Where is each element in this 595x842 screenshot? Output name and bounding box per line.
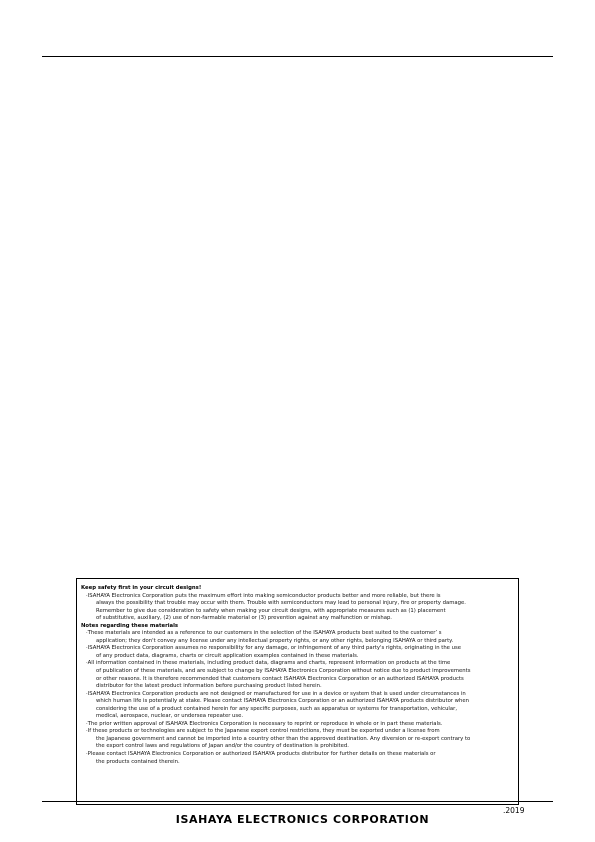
materials-line: ·ISAHAYA Electronics Corporation products are not designed or manufactured for use in a device or system that is used under circumstances in <box>86 690 466 697</box>
materials-line: distributor for the latest product information before purchasing product listed herein. <box>96 683 322 690</box>
materials-line: considering the use of a product contained herein for any specific purposes, such as apparatus or systems for transportation, vehicular, <box>96 705 458 712</box>
materials-line: the export control laws and regulations of Japan and/or the country of destination is prohibited. <box>96 743 349 750</box>
safety-line: ·ISAHAYA Electronics Corporation puts the maximum effort into making semiconductor products better and more reliable, but there is <box>86 592 441 599</box>
materials-list <box>81 630 514 766</box>
header-rule <box>42 56 553 57</box>
footer-rule <box>42 801 553 802</box>
safety-line: Remember to give due consideration to safety when making your circuit designs, with appropriate measures such as (1) placement <box>96 607 446 614</box>
safety-line: of substitutive, auxiliary, (2) use of non-farmable material or (3) prevention against any malfunction or mishap. <box>96 615 392 622</box>
materials-line: the Japanese government and cannot be imported into a country other than the approved destination. Any diversion or re-export contrary to <box>96 735 471 742</box>
company-name: ISAHAYA ELECTRONICS CORPORATION <box>175 813 430 826</box>
materials-line: or other reasons. It is therefore recommended that customers contact ISAHAYA Electronics Corporation or an authorized ISAHAYA products <box>96 675 464 682</box>
materials-line: the products contained therein. <box>96 758 180 765</box>
materials-line: ·Please contact ISAHAYA Electronics Corporation or authorized ISAHAYA products distributor for further details on these materials or <box>86 751 436 758</box>
materials-line: application; they don't convey any license under any intellectual property rights, or any other rights, belonging ISAHAYA or third party. <box>96 637 454 644</box>
materials-line: of any product data, diagrams, charts or circuit application examples contained in these materials. <box>96 652 359 659</box>
materials-line: of publication of these materials, and are subject to change by ISAHAYA Electronics Corporation without notice due to product improvements <box>96 668 471 675</box>
safety-line: always the possibility that trouble may occur with them. Trouble with semiconductors may lead to personal injury, fire or property damage. <box>96 600 466 607</box>
materials-heading: Notes regarding these materials <box>81 622 179 629</box>
materials-line: which human life is potentially at stake. Please contact ISAHAYA Electronics Corporation or an authorized ISAHAYA products distributor when <box>96 698 469 705</box>
materials-line: ·The prior written approval of ISAHAYA Electronics Corporation is necessary to reprint or reproduce in whole or in part these materials. <box>86 720 443 727</box>
materials-line: ·These materials are intended as a reference to our customers in the selection of the ISAHAYA products best suited to the customer’ s <box>86 630 442 637</box>
materials-line: ·If these products or technologies are subject to the Japanese export control restrictions, they must be exported under a license from <box>86 728 440 735</box>
materials-line: medical, aerospace, nuclear, or undersea repeater use. <box>96 713 244 720</box>
safety-notice-box <box>76 578 519 805</box>
document-year: .2019 <box>503 806 525 815</box>
materials-line: ·ISAHAYA Electronics Corporation assumes no responsibility for any damage, or infringement of any third party's rights, originating in the use <box>86 645 462 652</box>
materials-line: ·All information contained in these materials, including product data, diagrams and charts, represent information on products at the time <box>86 660 451 667</box>
safety-heading: Keep safety first in your circuit designs! <box>81 585 202 591</box>
